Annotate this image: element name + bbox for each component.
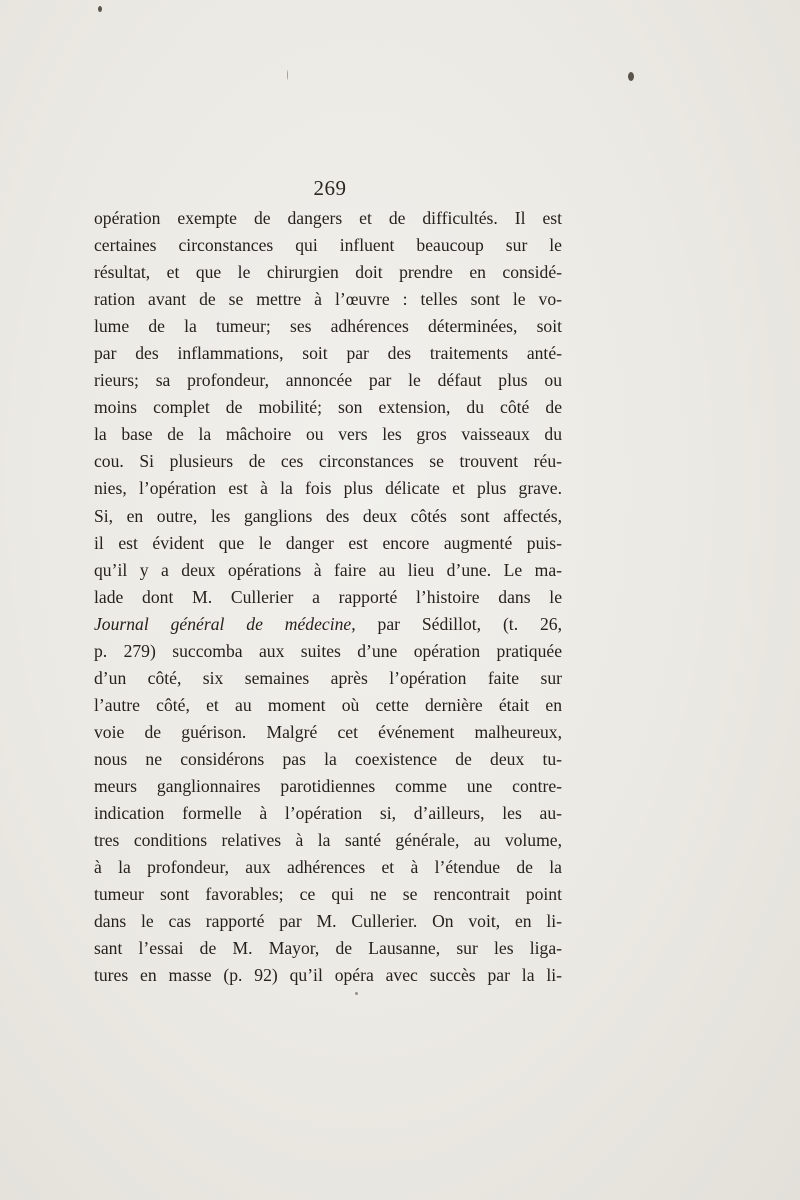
text-line: rieurs; sa profondeur, annoncée par le défaut plus ou: [94, 370, 562, 391]
ink-speck: [98, 6, 102, 12]
text-line-suffix: par Sédillot, (t. 26,: [355, 613, 562, 634]
text-line: dans le cas rapporté par M. Cullerier. On voit, en li-: [94, 911, 562, 932]
ink-speck: [355, 992, 358, 995]
ink-speck: [287, 70, 288, 80]
text-line: tres conditions relatives à la santé générale, au volume,: [94, 830, 562, 851]
text-line: nous ne considérons pas la coexistence de deux tu-: [94, 748, 562, 769]
text-line-citation: [94, 611, 562, 638]
text-line: par des inflammations, soit par des traitements anté-: [94, 343, 562, 364]
journal-title: Journal général de médecine,: [94, 613, 356, 634]
text-line: certaines circonstances qui influent beaucoup sur le: [94, 235, 562, 256]
text-line: il est évident que le danger est encore augmenté puis-: [94, 532, 562, 553]
text-line: p. 279) succomba aux suites d’une opération pratiquée: [94, 640, 562, 661]
text-line: ration avant de se mettre à l’œuvre : telles sont le vo-: [94, 289, 562, 310]
text-line: Si, en outre, les ganglions des deux côtés sont affectés,: [94, 505, 562, 526]
text-line: tures en masse (p. 92) qu’il opéra avec succès par la li-: [94, 965, 562, 986]
text-line: lade dont M. Cullerier a rapporté l’histoire dans le: [94, 586, 562, 607]
text-line: l’autre côté, et au moment où cette dernière était en: [94, 694, 562, 715]
text-line: meurs ganglionnaires parotidiennes comme une contre-: [94, 775, 562, 796]
text-line: lume de la tumeur; ses adhérences déterminées, soit: [94, 316, 562, 337]
text-line: voie de guérison. Malgré cet événement malheureux,: [94, 721, 562, 742]
text-line: tumeur sont favorables; ce qui ne se rencontrait point: [94, 884, 562, 905]
text-line: moins complet de mobilité; son extension, du côté de: [94, 397, 562, 418]
text-line: sant l’essai de M. Mayor, de Lausanne, sur les liga-: [94, 938, 562, 959]
text-line: nies, l’opération est à la fois plus délicate et plus grave.: [94, 478, 562, 499]
text-line: la base de la mâchoire ou vers les gros vaisseaux du: [94, 424, 562, 445]
ink-speck: [628, 72, 634, 81]
text-line: à la profondeur, aux adhérences et à l’étendue de la: [94, 857, 562, 878]
text-line: cou. Si plusieurs de ces circonstances se trouvent réu-: [94, 451, 562, 472]
text-line: opération exempte de dangers et de difficultés. Il est: [94, 208, 562, 228]
text-line: d’un côté, six semaines après l’opération faite sur: [94, 667, 562, 688]
page-number: 269: [313, 176, 347, 200]
text-line: indication formelle à l’opération si, d’ailleurs, les au-: [94, 803, 562, 824]
text-line: qu’il y a deux opérations à faire au lieu d’une. Le ma-: [94, 559, 562, 580]
text-line: résultat, et que le chirurgien doit prendre en considé-: [94, 262, 562, 283]
body-text: [94, 205, 562, 989]
